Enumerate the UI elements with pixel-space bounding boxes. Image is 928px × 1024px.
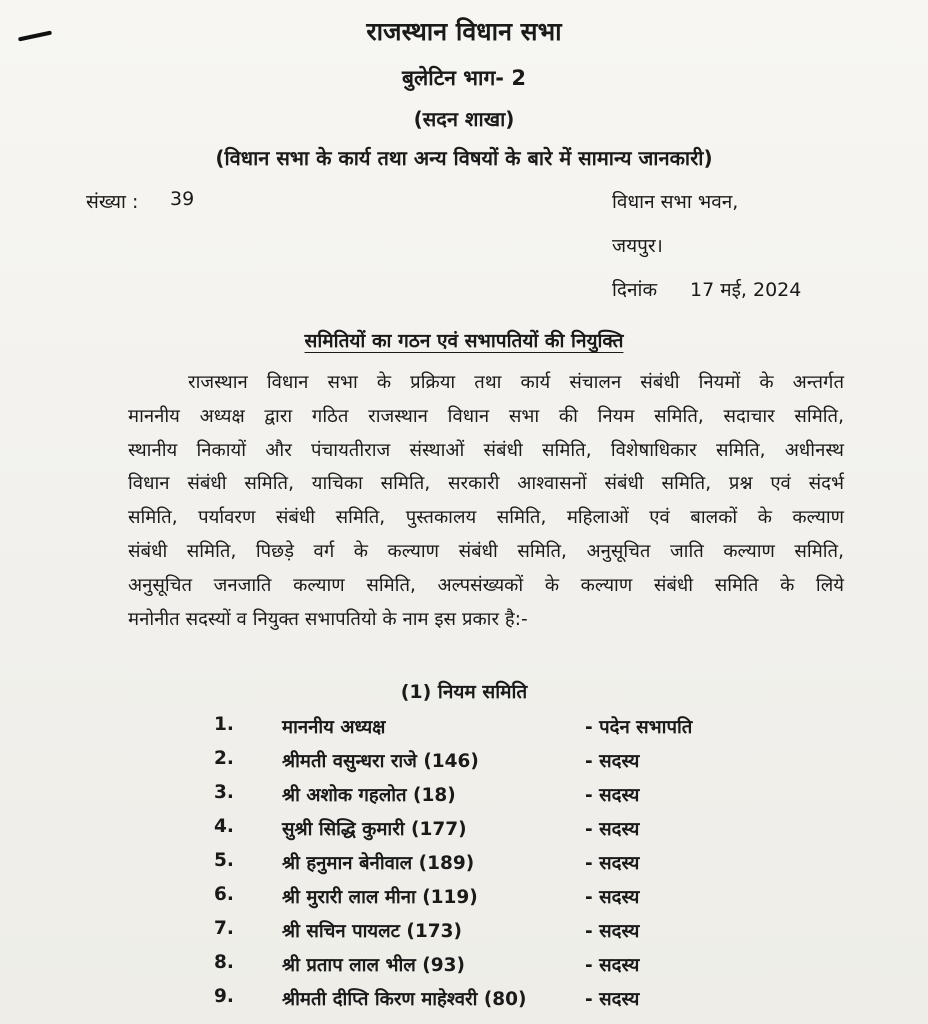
- member-row: [0, 748, 928, 782]
- paragraph-line: अनुसूचित जनजाति कल्याण समिति, अल्पसंख्यकों के कल्याण संबंधी समिति के लिये: [128, 574, 844, 596]
- assembly-title: राजस्थान विधान सभा: [366, 17, 562, 46]
- member-row: [0, 918, 928, 952]
- date-label: दिनांक: [612, 279, 658, 301]
- member-number: 7.: [214, 918, 234, 939]
- member-name: श्री अशोक गहलोत (18): [282, 785, 456, 806]
- member-name: माननीय अध्यक्ष: [282, 717, 386, 738]
- member-row: [0, 986, 928, 1020]
- member-role: - सदस्य: [585, 955, 640, 976]
- section-heading-text: समितियों का गठन एवं सभापतियों की नियुक्ति: [304, 330, 624, 352]
- paragraph-line: स्थानीय निकायों और पंचायतीराज संस्थाओं संबंधी समिति, विशेषाधिकार समिति, अधीनस्थ: [128, 439, 844, 461]
- place-line-2: जयपुर।: [612, 235, 663, 257]
- member-number: 8.: [214, 952, 234, 973]
- section-heading: [0, 327, 928, 353]
- paragraph-line: संबंधी समिति, पिछड़े वर्ग के कल्याण संबंधी समिति, अनुसूचित जाति कल्याण समिति,: [128, 540, 844, 562]
- member-name: श्री हनुमान बेनीवाल (189): [282, 853, 475, 874]
- member-role: - सदस्य: [585, 751, 640, 772]
- member-role: - पदेन सभापति: [585, 717, 693, 738]
- member-row: [0, 714, 928, 748]
- paragraph-line: राजस्थान विधान सभा के प्रक्रिया तथा कार्य संचालन संबंधी नियमों के अन्तर्गत: [188, 372, 844, 393]
- member-number: 4.: [214, 816, 234, 837]
- intro-paragraph: [128, 366, 844, 636]
- paragraph-line: मनोनीत सदस्यों व नियुक्त सभापतियो के नाम इस प्रकार है:-: [128, 608, 528, 630]
- member-number: 2.: [214, 748, 234, 769]
- date-value: 17 मई, 2024: [690, 279, 802, 301]
- bulletin-part: बुलेटिन भाग- 2: [402, 66, 526, 90]
- member-role: - सदस्य: [585, 989, 640, 1010]
- member-number: 6.: [214, 884, 234, 905]
- member-number: 1.: [214, 714, 234, 735]
- member-number: 3.: [214, 782, 234, 803]
- member-row: [0, 850, 928, 884]
- member-name: श्री प्रताप लाल भील (93): [282, 955, 465, 976]
- member-role: - सदस्य: [585, 819, 640, 840]
- member-number: 9.: [214, 986, 234, 1007]
- committee-title: (1) नियम समिति: [400, 681, 528, 703]
- number-label: संख्या :: [86, 191, 139, 213]
- member-row: [0, 884, 928, 918]
- place-line-1: विधान सभा भवन,: [612, 191, 739, 213]
- member-role: - सदस्य: [585, 921, 640, 942]
- paragraph-line: समिति, पर्यावरण संबंधी समिति, पुस्तकालय समिति, महिलाओं एवं बालकों के कल्याण: [128, 507, 844, 529]
- member-role: - सदस्य: [585, 785, 640, 806]
- member-role: - सदस्य: [585, 887, 640, 908]
- member-row: [0, 816, 928, 850]
- number-value: 39: [170, 188, 195, 210]
- member-name: श्रीमती वसुन्धरा राजे (146): [282, 751, 479, 772]
- member-name: श्री सचिन पायलट (173): [282, 921, 462, 942]
- member-number: 5.: [214, 850, 234, 871]
- member-name: सुश्री सिद्धि कुमारी (177): [282, 819, 467, 840]
- member-row: [0, 952, 928, 986]
- bulletin-subtitle: (विधान सभा के कार्य तथा अन्य विषयों के बारे में सामान्य जानकारी): [215, 146, 713, 170]
- paragraph-line: माननीय अध्यक्ष द्वारा गठित राजस्थान विधान सभा की नियम समिति, सदाचार समिति,: [128, 405, 844, 427]
- member-name: श्रीमती दीप्ति किरण माहेश्वरी (80): [282, 989, 527, 1010]
- paragraph-line: विधान संबंधी समिति, याचिका समिति, सरकारी आश्वासनों संबंधी समिति, प्रश्न एवं संदर्भ: [128, 473, 844, 495]
- member-role: - सदस्य: [585, 853, 640, 874]
- branch-name: (सदन शाखा): [413, 107, 515, 131]
- member-row: [0, 782, 928, 816]
- member-name: श्री मुरारी लाल मीना (119): [282, 887, 478, 908]
